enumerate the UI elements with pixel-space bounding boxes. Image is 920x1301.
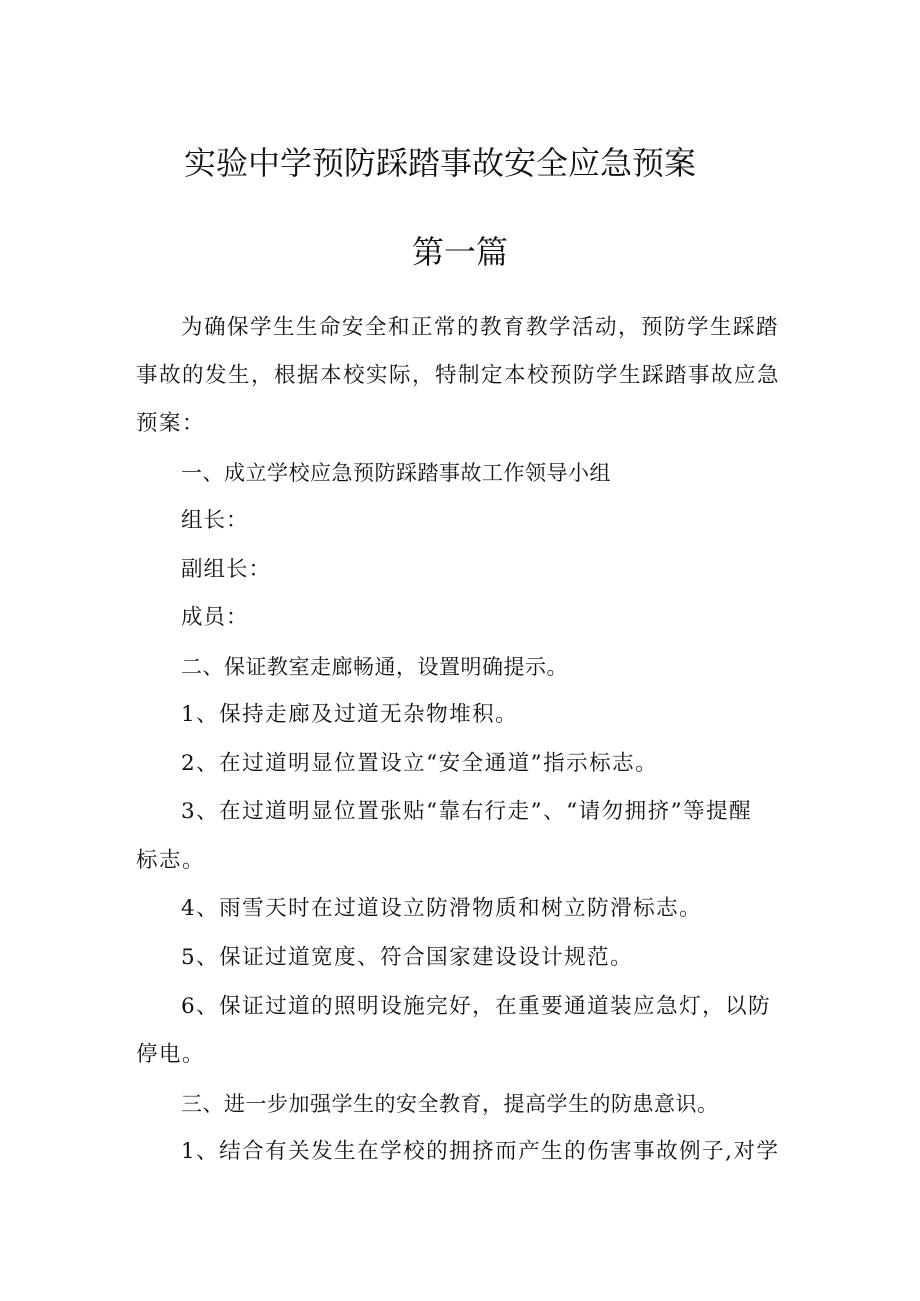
part2-item-5: 5、保证过道宽度、符合国家建设设计规范。: [181, 945, 634, 970]
part2-item-3-line-2: 标志。: [136, 848, 206, 873]
part3-heading: 三、进一步加强学生的安全教育，提高学生的防患意识。: [181, 1092, 719, 1116]
part2-item-6-line-1: 6、保证过道的照明设施完好，在重要通道装应急灯，以防: [181, 994, 772, 1019]
members-label: 成员：: [181, 605, 249, 630]
part2-item-2: 2、在过道明显位置设立“安全通道”指示标志。: [181, 751, 659, 776]
part2-item-3-line-1: 3、在过道明显位置张贴“靠右行走”、“请勿拥挤”等提醒: [181, 799, 753, 824]
part2-item-1: 1、保持走廊及过道无杂物堆积。: [181, 702, 519, 727]
part2-item-6-line-2: 停电。: [136, 1042, 206, 1067]
part2-item-4: 4、雨雪天时在过道设立防滑物质和树立防滑标志。: [181, 896, 703, 921]
intro-line-3: 预案：: [136, 411, 206, 436]
intro-line-1: 为确保学生生命安全和正常的教育教学活动，预防学生踩踏: [181, 315, 780, 340]
part3-item-1-line-1: 1、结合有关发生在学校的拥挤而产生的伤害事故例子,对学: [181, 1139, 780, 1164]
part2-heading: 二、保证教室走廊畅通，设置明确提示。: [181, 655, 568, 679]
section-title: 第一篇: [411, 233, 508, 271]
leader-label: 组长：: [181, 508, 249, 533]
part1-heading: 一、成立学校应急预防踩踏事故工作领导小组: [181, 461, 611, 485]
intro-line-2: 事故的发生，根据本校实际，特制定本校预防学生踩踏事故应急: [136, 363, 781, 388]
vice-leader-label: 副组长：: [181, 557, 272, 582]
document-title: 实验中学预防踩踏事故安全应急预案: [183, 144, 696, 182]
